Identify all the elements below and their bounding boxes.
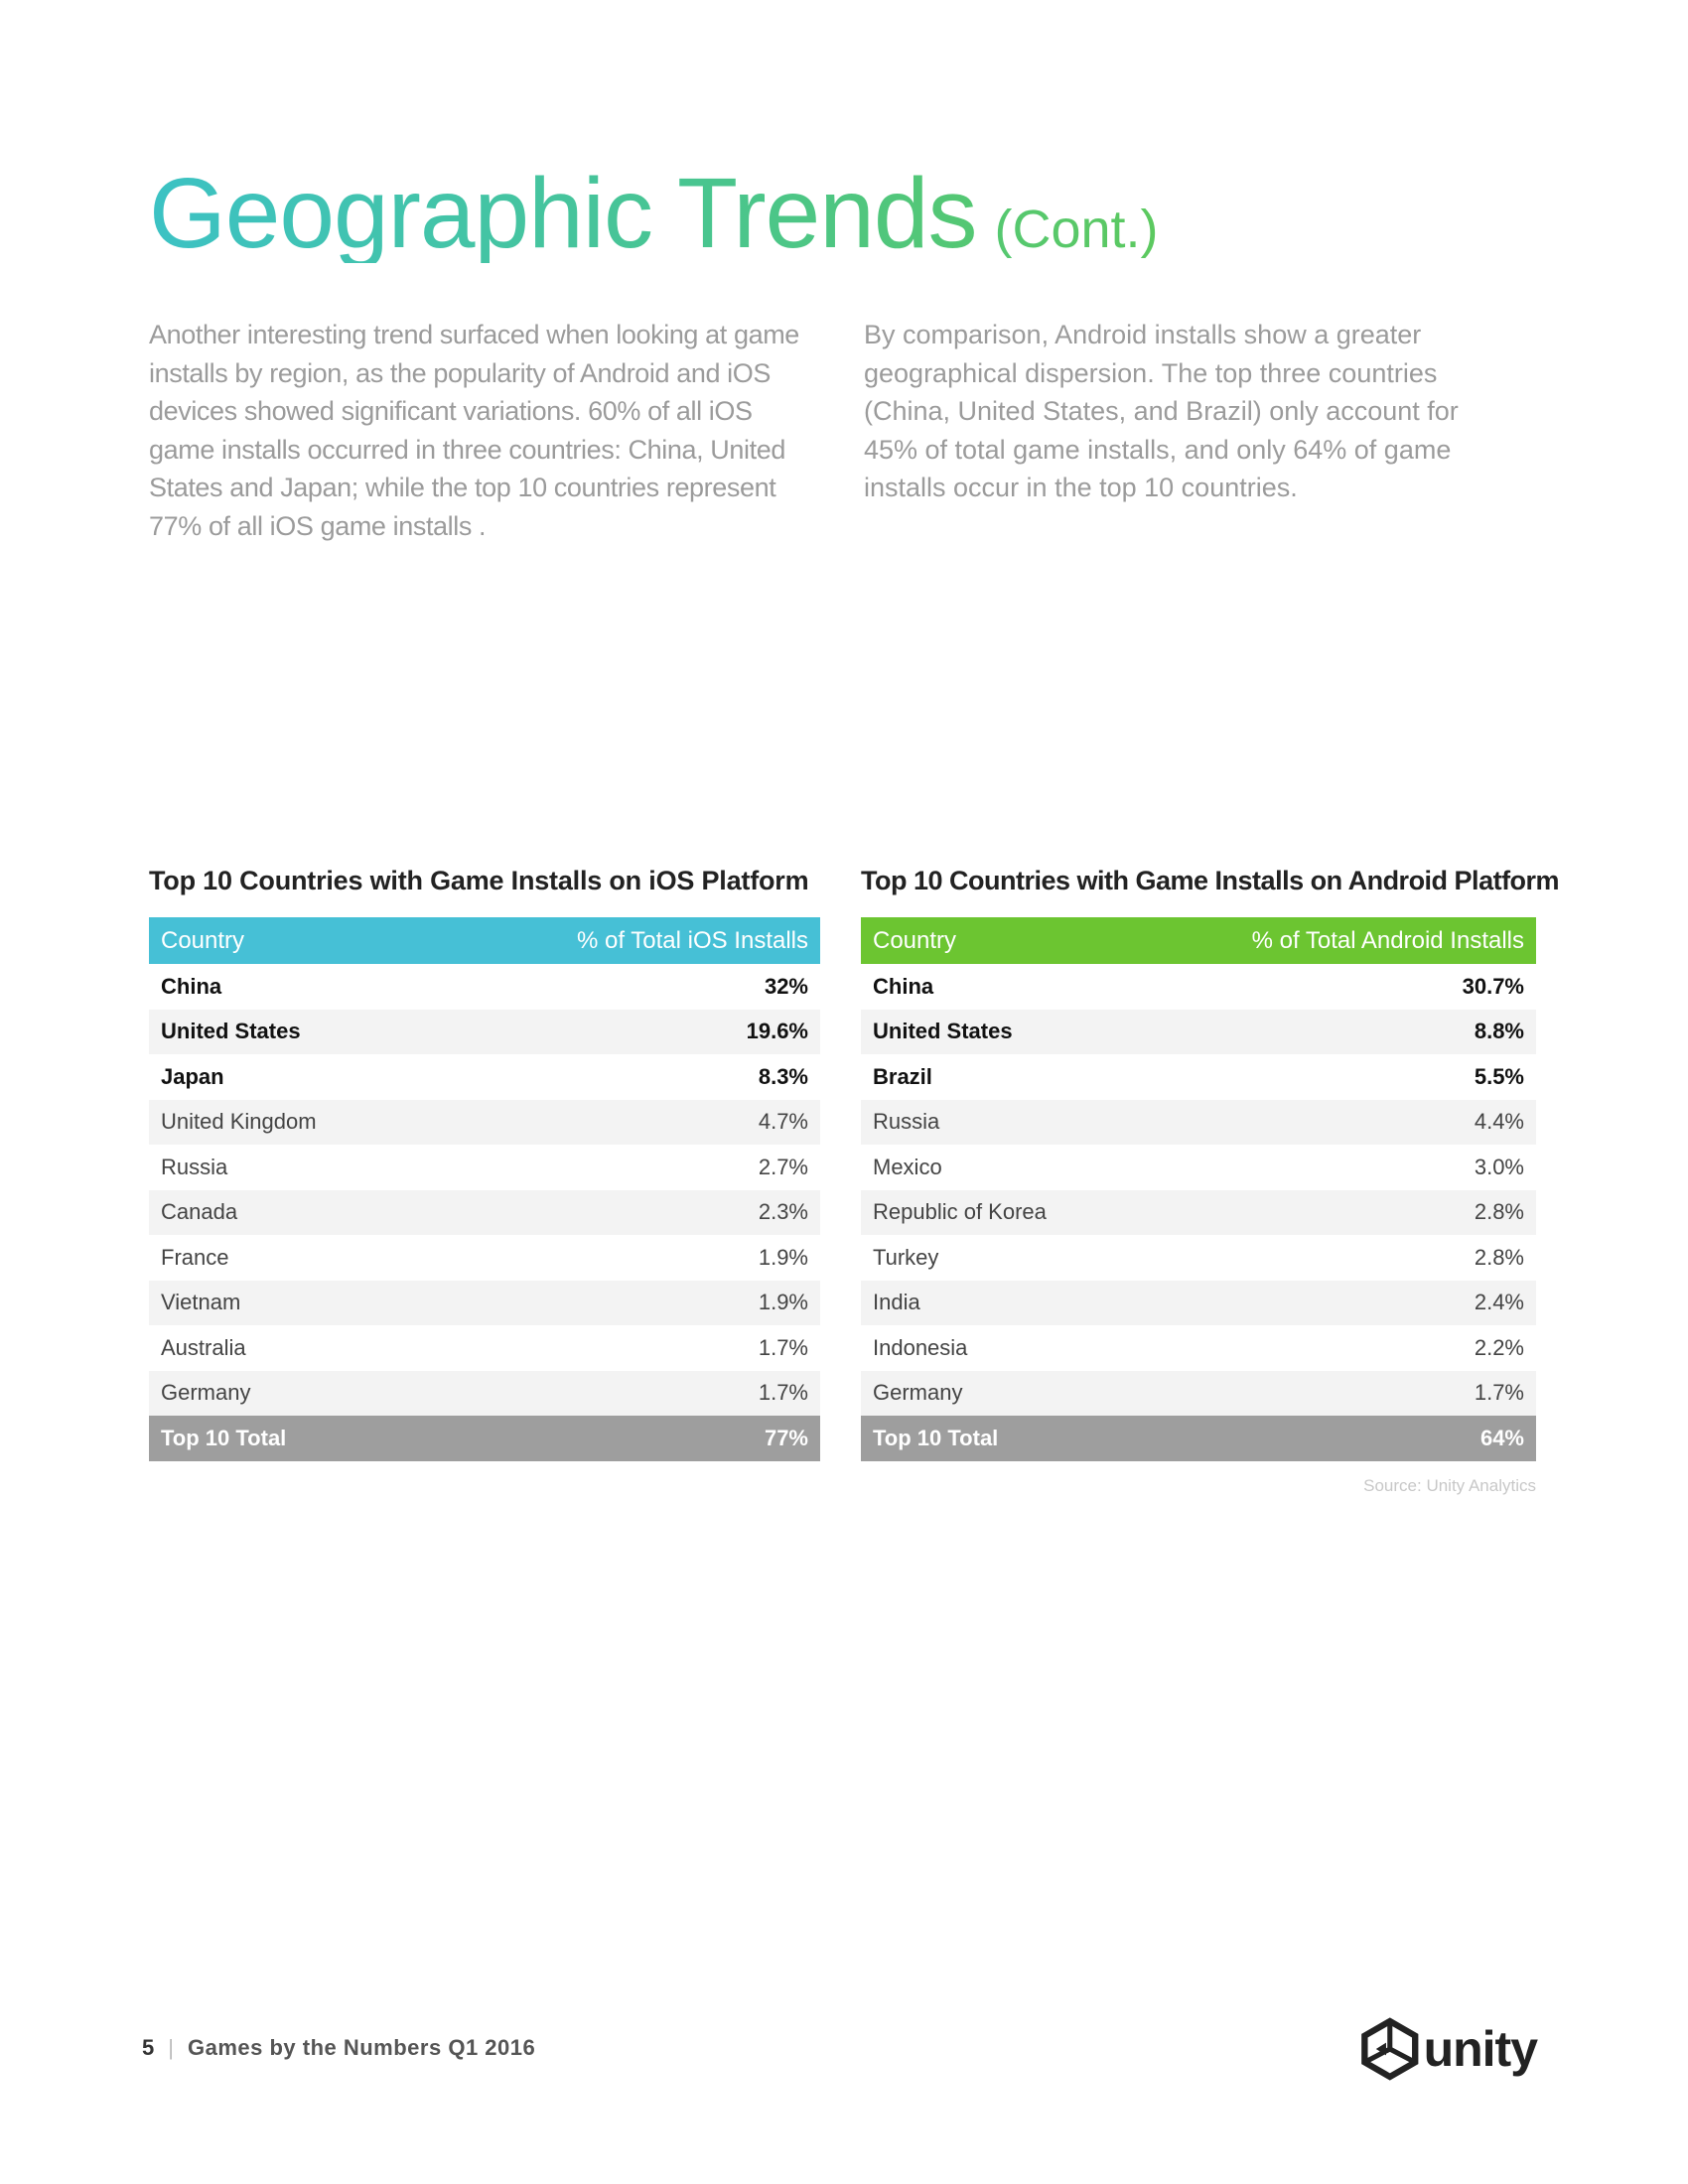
unity-logo xyxy=(1358,2015,1537,2083)
country-cell: China xyxy=(873,973,934,999)
source-note: Source: Unity Analytics xyxy=(1363,1476,1536,1495)
total-label: Top 10 Total xyxy=(861,1416,1198,1461)
country-cell: Indonesia xyxy=(873,1334,968,1360)
table-row xyxy=(149,1054,820,1100)
table-row xyxy=(149,1100,820,1146)
country-cell: Germany xyxy=(149,1371,518,1417)
percent-cell: 1.9% xyxy=(758,1244,808,1270)
column-header-country: Country xyxy=(861,917,1198,964)
intro-paragraph-left: Another interesting trend surfaced when looking at game installs by region, as the popularity of Android and iOS devices showed significant variations. 60% of all iOS game installs occurred in three countries: China, United States and Japan; while the top 10 countries represent 77% of all iOS game installs . xyxy=(149,320,799,541)
unity-cube-icon xyxy=(1358,2016,1422,2082)
total-row xyxy=(861,1416,1536,1461)
ios-installs-table xyxy=(149,917,820,1461)
column-header-percent: % of Total iOS Installs xyxy=(518,917,820,964)
country-cell: Russia xyxy=(161,1154,228,1179)
percent-cell: 2.8% xyxy=(1198,1190,1536,1236)
table-row xyxy=(861,1100,1536,1146)
table-row xyxy=(861,1371,1536,1417)
country-cell: Mexico xyxy=(873,1154,942,1179)
percent-cell: 1.7% xyxy=(1198,1371,1536,1417)
percent-cell: 2.7% xyxy=(758,1154,808,1179)
publication-title: Games by the Numbers Q1 2016 xyxy=(187,2035,536,2060)
ios-installs-table-block xyxy=(149,864,820,1461)
percent-cell: 4.7% xyxy=(518,1100,820,1146)
footer-separator: | xyxy=(168,2035,174,2060)
country-cell: United States xyxy=(149,1010,518,1055)
page-title xyxy=(149,158,1159,269)
table-row xyxy=(861,1010,1536,1055)
table-row xyxy=(149,1281,820,1326)
total-value: 64% xyxy=(1198,1416,1536,1461)
country-cell: United States xyxy=(861,1010,1198,1055)
total-row xyxy=(149,1416,820,1461)
total-label: Top 10 Total xyxy=(149,1416,518,1461)
android-installs-table xyxy=(861,917,1536,1461)
table-row xyxy=(149,1010,820,1055)
percent-cell: 8.3% xyxy=(758,1063,808,1089)
percent-cell: 8.8% xyxy=(1198,1010,1536,1055)
table-row xyxy=(861,964,1536,1010)
table-row xyxy=(149,1371,820,1417)
page-footer xyxy=(142,2035,535,2061)
percent-cell: 4.4% xyxy=(1198,1100,1536,1146)
table-row xyxy=(861,1325,1536,1371)
table-row xyxy=(149,1190,820,1236)
country-cell: United Kingdom xyxy=(149,1100,518,1146)
total-value: 77% xyxy=(518,1416,820,1461)
table-row xyxy=(861,1145,1536,1190)
table-row xyxy=(149,1145,820,1190)
country-cell: China xyxy=(161,973,222,999)
table-row xyxy=(861,1235,1536,1281)
percent-cell: 3.0% xyxy=(1474,1154,1524,1179)
percent-cell: 2.3% xyxy=(518,1190,820,1236)
percent-cell: 19.6% xyxy=(518,1010,820,1055)
country-cell: Brazil xyxy=(873,1063,932,1089)
percent-cell: 1.9% xyxy=(518,1281,820,1326)
percent-cell: 5.5% xyxy=(1474,1063,1524,1089)
percent-cell: 2.4% xyxy=(1198,1281,1536,1326)
table-row xyxy=(861,1281,1536,1326)
country-cell: France xyxy=(161,1244,229,1270)
page-number: 5 xyxy=(142,2035,155,2060)
percent-cell: 1.7% xyxy=(758,1334,808,1360)
country-cell: Germany xyxy=(861,1371,1198,1417)
column-header-country: Country xyxy=(149,917,518,964)
country-cell: Australia xyxy=(161,1334,246,1360)
table-row xyxy=(149,1235,820,1281)
percent-cell: 2.2% xyxy=(1474,1334,1524,1360)
percent-cell: 32% xyxy=(764,973,808,999)
country-cell: Republic of Korea xyxy=(861,1190,1198,1236)
country-cell: Canada xyxy=(149,1190,518,1236)
country-cell: Russia xyxy=(861,1100,1198,1146)
table-row xyxy=(149,964,820,1010)
table-row xyxy=(149,1325,820,1371)
table-row xyxy=(861,1190,1536,1236)
unity-logo-text: unity xyxy=(1423,2021,1537,2077)
android-installs-table-block xyxy=(861,864,1560,1461)
country-cell: Turkey xyxy=(873,1244,939,1270)
table-header-row xyxy=(149,917,820,964)
table-header-row xyxy=(861,917,1536,964)
page-title-main: Geographic Trends xyxy=(149,158,977,269)
column-header-percent: % of Total Android Installs xyxy=(1198,917,1536,964)
table-row xyxy=(861,1054,1536,1100)
percent-cell: 30.7% xyxy=(1462,973,1524,999)
percent-cell: 2.8% xyxy=(1474,1244,1524,1270)
page-title-suffix: (Cont.) xyxy=(994,200,1159,259)
country-cell: Vietnam xyxy=(149,1281,518,1326)
intro-paragraph-right: By comparison, Android installs show a greater geographical dispersion. The top three countries (China, United States, and Brazil) only account for 45% of total game installs, and only 64% of game installs occur in the top 10 countries. xyxy=(864,320,1459,502)
country-cell: India xyxy=(861,1281,1198,1326)
ios-table-title: Top 10 Countries with Game Installs on iOS Platform xyxy=(149,866,809,895)
percent-cell: 1.7% xyxy=(518,1371,820,1417)
country-cell: Japan xyxy=(161,1063,224,1089)
android-table-title: Top 10 Countries with Game Installs on Android Platform xyxy=(861,866,1560,895)
